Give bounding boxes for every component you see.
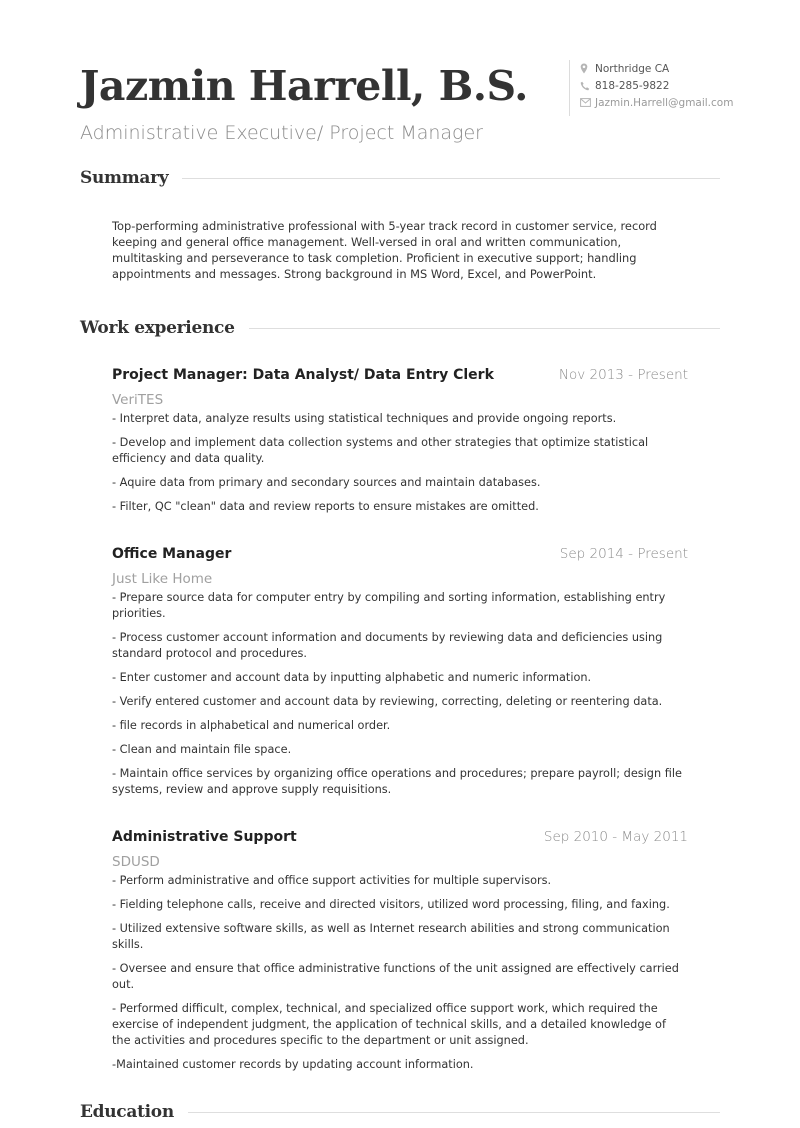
contact-email-text[interactable]: Jazmin.Harrell@gmail.com bbox=[595, 96, 734, 109]
candidate-name: Jazmin Harrell, B.S. bbox=[80, 62, 528, 110]
job-bullet: - Performed difficult, complex, technical, and specialized office support work, which required the exercise of independent judgment, the application of technical skills, and a detailed knowledge of the activities and procedures specific to the department or unit assigned. bbox=[112, 1002, 666, 1047]
job-bullet: - Interpret data, analyze results using statistical techniques and provide ongoing reports. bbox=[112, 412, 617, 425]
contact-email[interactable] bbox=[580, 94, 733, 111]
job-bullet: - Utilized extensive software skills, as well as Internet research abilities and strong communication skills. bbox=[112, 922, 670, 951]
contact-phone bbox=[580, 77, 733, 94]
education-heading bbox=[80, 1102, 720, 1122]
job-bullet: - Enter customer and account data by inputting alphabetic and numeric information. bbox=[112, 671, 592, 684]
job-bullet: - file records in alphabetical and numerical order. bbox=[112, 719, 391, 732]
contact-phone-text: 818-285-9822 bbox=[595, 79, 670, 92]
job-bullet: - Process customer account information and documents by reviewing data and deficiencies using standard protocol and procedures. bbox=[112, 631, 663, 660]
education-title: Education bbox=[80, 1102, 174, 1122]
section-divider bbox=[249, 328, 720, 329]
job-bullet: - Perform administrative and office support activities for multiple supervisors. bbox=[112, 874, 552, 887]
job-entry bbox=[112, 367, 688, 523]
job-title: Office Manager bbox=[112, 546, 232, 562]
section-divider bbox=[188, 1112, 720, 1113]
job-company: SDUSD bbox=[112, 854, 160, 870]
job-company: VeriTES bbox=[112, 392, 164, 408]
map-pin-icon bbox=[580, 63, 594, 74]
section-divider bbox=[182, 178, 720, 179]
job-date: Sep 2010 - May 2011 bbox=[543, 829, 688, 845]
job-bullet: - Prepare source data for computer entry by compiling and sorting information, establishing entry priorities. bbox=[112, 591, 666, 620]
job-title: Project Manager: Data Analyst/ Data Entry Clerk bbox=[112, 367, 494, 383]
job-bullet: - Develop and implement data collection systems and other strategies that optimize statistical efficiency and data quality. bbox=[112, 436, 649, 465]
phone-icon bbox=[580, 81, 594, 91]
job-bullet: - Clean and maintain file space. bbox=[112, 743, 292, 756]
work-heading bbox=[80, 318, 720, 338]
job-bullet: - Maintain office services by organizing office operations and procedures; prepare payroll; design file systems, review and approve supply requisitions. bbox=[112, 767, 682, 796]
job-company: Just Like Home bbox=[112, 571, 213, 587]
job-entry bbox=[112, 829, 688, 1081]
summary-heading bbox=[80, 168, 720, 188]
work-title: Work experience bbox=[80, 318, 235, 338]
job-bullet: -Maintained customer records by updating account information. bbox=[112, 1058, 474, 1071]
summary-text: Top-performing administrative professional with 5-year track record in customer service, record keeping and general office management. Well-versed in oral and written communication, multitasking and perseverance to task completion. Proficient in executive support; handling appointments and messages. Strong background in MS Word, Excel, and PowerPoint. bbox=[112, 219, 657, 281]
job-bullet: - Oversee and ensure that office administrative functions of the unit assigned are effectively carried out. bbox=[112, 962, 679, 991]
summary-title: Summary bbox=[80, 168, 169, 188]
contact-block bbox=[569, 60, 733, 116]
job-date: Sep 2014 - Present bbox=[559, 546, 688, 562]
job-date: Nov 2013 - Present bbox=[558, 367, 688, 383]
job-entry bbox=[112, 546, 688, 806]
job-title: Administrative Support bbox=[112, 829, 297, 845]
candidate-headline: Administrative Executive/ Project Manager bbox=[80, 122, 483, 144]
job-bullet: - Verify entered customer and account data by reviewing, correcting, deleting or reentering data. bbox=[112, 695, 663, 708]
contact-location bbox=[580, 60, 733, 77]
job-bullet: - Fielding telephone calls, receive and directed visitors, utilized word processing, filing, and faxing. bbox=[112, 898, 670, 911]
contact-location-text: Northridge CA bbox=[595, 62, 670, 75]
envelope-icon bbox=[580, 98, 594, 107]
job-bullet: - Filter, QC "clean" data and review reports to ensure mistakes are omitted. bbox=[112, 500, 539, 513]
job-bullet: - Aquire data from primary and secondary sources and maintain databases. bbox=[112, 476, 541, 489]
